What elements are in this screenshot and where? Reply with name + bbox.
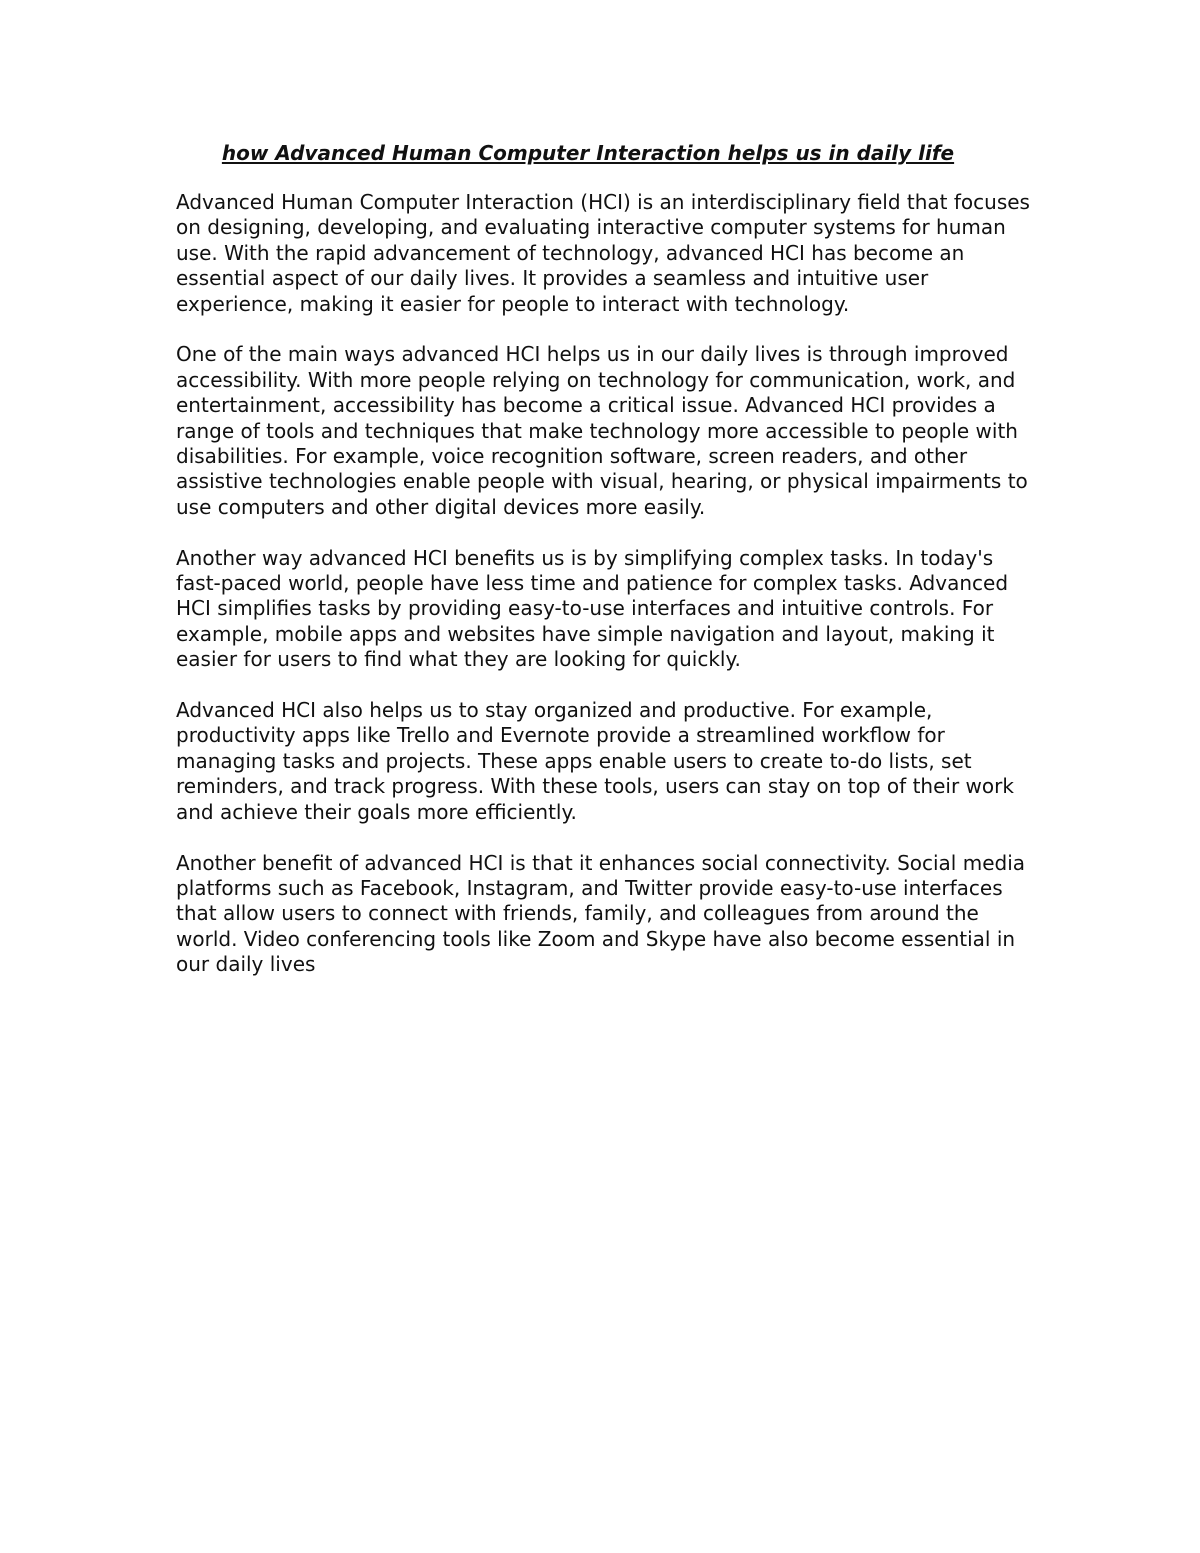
paragraph-social-connectivity: Another benefit of advanced HCI is that it enhances social connectivity. Social media platforms such as Facebook, Instagram, and Twitter provide easy-to-use interfaces that allow users to connect with friends, family, and colleagues from around the world. Video conferencing tools like Zoom and Skype have also become essential in our daily lives: [176, 850, 1026, 977]
paragraph-simplifying-tasks: Another way advanced HCI benefits us is by simplifying complex tasks. In today's fast-paced world, people have less time and patience for complex tasks. Advanced HCI simplifies tasks by providing easy-to-use interfaces and intuitive controls. For example, mobile apps and websites have simple navigation and layout, making it easier for users to find what they are looking for quickly.: [176, 545, 1009, 672]
paragraph-productivity: Advanced HCI also helps us to stay organized and productive. For example, productivity apps like Trello and Evernote provide a streamlined workflow for managing tasks and projects. These apps enable users to create to-do lists, set reminders, and track progress. With these tools, users can stay on top of their work and achieve their goals more efficiently.: [176, 698, 1014, 824]
document-body: [176, 141, 1036, 1003]
paragraph-accessibility: One of the main ways advanced HCI helps us in our daily lives is through improved accessibility. With more people relying on technology for communication, work, and entertainment, accessibility has become a critical issue. Advanced HCI provides a range of tools and techniques that make technology more accessible to people with disabilities. For example, voice recognition software, screen readers, and other assistive technologies enable people with visual, hearing, or physical impairments to use computers and other digital devices more easily.: [176, 342, 1028, 519]
document-title: how Advanced Human Computer Interaction helps us in daily life: [221, 141, 955, 165]
paragraph-introduction: Advanced Human Computer Interaction (HCI) is an interdisciplinary field that focuses on designing, developing, and evaluating interactive computer systems for human use. With the rapid advancement of technology, advanced HCI has become an essential aspect of our daily lives. It provides a seamless and intuitive user experience, making it easier for people to interact with technology.: [176, 190, 1030, 316]
